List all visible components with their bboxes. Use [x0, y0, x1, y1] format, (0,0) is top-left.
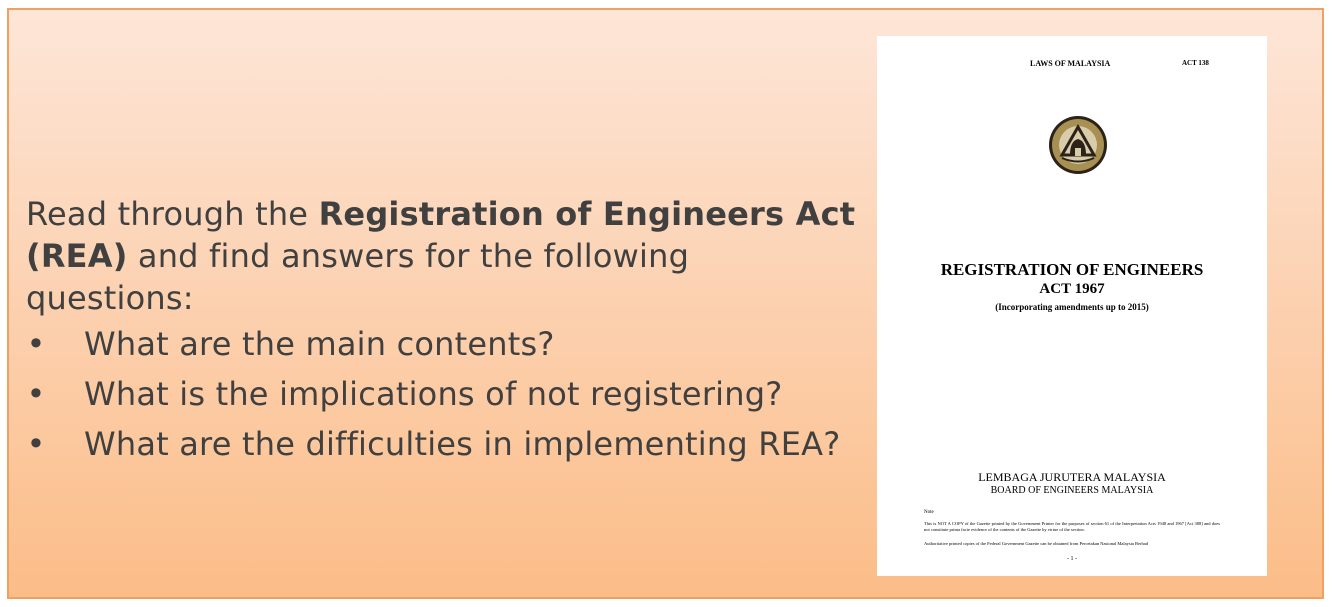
bullet-icon: • [26, 325, 46, 363]
question-item [26, 423, 866, 473]
board-seal-logo [1048, 115, 1108, 175]
page-number: - 1 - [1067, 556, 1077, 562]
act-document-image [877, 36, 1267, 576]
slide-panel [7, 8, 1324, 599]
document-header-right: ACT 138 [1182, 59, 1209, 67]
question-text: What are the main contents? [84, 325, 555, 363]
document-amendments: (Incorporating amendments up to 2015) [995, 302, 1149, 312]
bullet-icon: • [26, 375, 46, 413]
bullet-icon: • [26, 425, 46, 463]
question-item [26, 373, 866, 423]
document-act: ACT 1967 [1039, 281, 1105, 297]
document-title: REGISTRATION OF ENGINEERS [940, 260, 1204, 279]
board-name-english: BOARD OF ENGINEERS MALAYSIA [990, 485, 1154, 496]
note-label: Note [924, 510, 934, 515]
note-text: This is NOT A COPY of the Gazette printed by the Government Printer for the purposes of section 61 of the Interpretation Acts 1948 and 1967 [Act 388] and does not constitute prima facie evidence of the contents of the Gazette by virtue of the section. [924, 521, 1220, 532]
question-text: What is the implications of not registering? [84, 375, 783, 413]
intro-prefix: Read through the [26, 195, 319, 233]
board-name-malay: LEMBAGA JURUTERA MALAYSIA [978, 470, 1166, 484]
intro-suffix: and find answers for the following questions: [26, 237, 690, 317]
intro-paragraph [26, 193, 866, 319]
question-text: What are the difficulties in implementing REA? [84, 425, 841, 463]
question-list [26, 323, 866, 473]
document-header-left: LAWS OF MALAYSIA [1030, 59, 1111, 68]
slide-text [26, 193, 866, 473]
act-name: Registration of Engineers Act (REA) [26, 195, 856, 275]
question-item [26, 323, 866, 373]
authoritative-copies-text: Authoritative printed copies of the Federal Government Gazette can be obtained from Percetakan Nasional Malaysia Berhad [924, 541, 1149, 546]
